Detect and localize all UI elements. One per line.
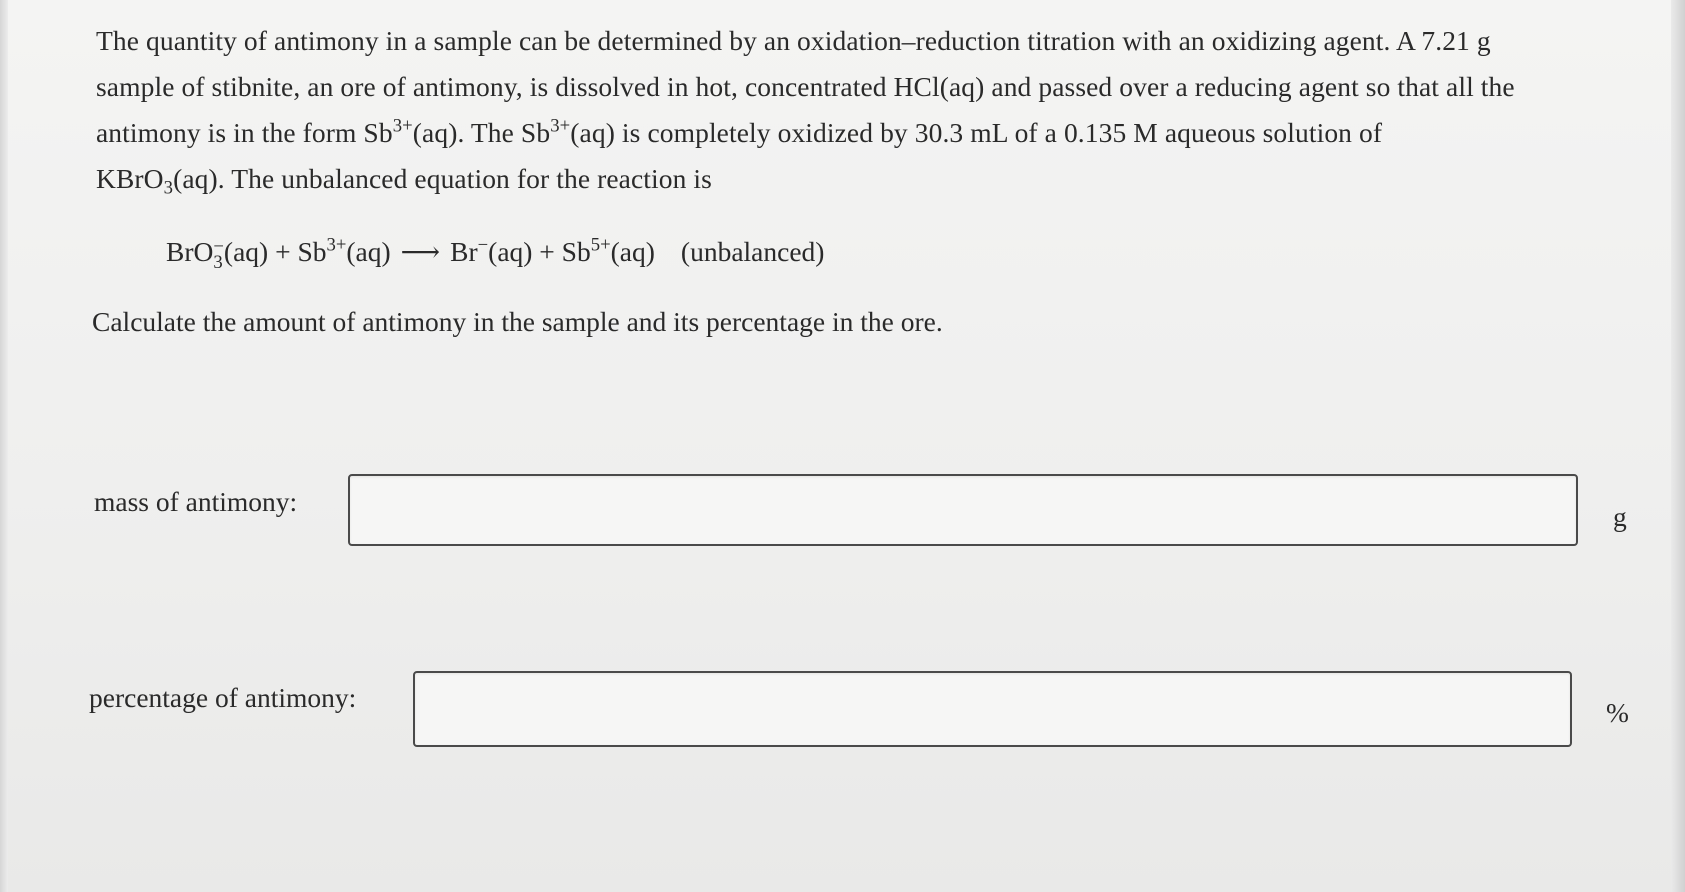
charge-superscript: 5+: [590, 234, 611, 256]
percentage-label: percentage of antimony:: [89, 682, 357, 713]
question-prompt: Calculate the amount of antimony in the sample and its percentage in the ore.: [92, 306, 943, 337]
problem-line-1: The quantity of antimony in a sample can be determined by an oxidation–reduction titration with an oxidizing agent. A 7.21 g: [96, 25, 1491, 56]
charge-superscript: 3+: [550, 115, 571, 137]
problem-statement: [96, 18, 1636, 202]
subscript: 3: [163, 177, 174, 199]
charge-superscript: 3+: [326, 234, 347, 256]
chemical-equation: BrO − 3 $(aq) + Sb^{3+}(aq)$ ⟶ $Br^-(aq) + Sb^{5+}(aq)$ (unbalanced): [166, 234, 825, 274]
photo-edge-left: [0, 0, 8, 892]
charge-superscript: −: [213, 235, 224, 257]
problem-line-3: antimony is in the form $Sb^{3+}(aq)$. The $Sb^{3+}(aq)$ is completely oxidized by 30.3 mL of a 0.135 M aqueous solution of: [96, 115, 1383, 148]
mass-unit: g: [1613, 501, 1627, 532]
mass-input[interactable]: [348, 474, 1578, 546]
photo-edge-right: [1671, 0, 1685, 892]
reaction-arrow-icon: ⟶: [400, 236, 441, 267]
mass-label: mass of antimony:: [94, 486, 298, 517]
unbalanced-note: (unbalanced): [680, 236, 825, 267]
charge-superscript: −: [477, 234, 489, 256]
charge-superscript: 3+: [392, 115, 413, 137]
problem-line-2: sample of stibnite, an ore of antimony, is dissolved in hot, concentrated HCl(aq) and passed over a reducing agent so that all the: [96, 71, 1515, 102]
percentage-input[interactable]: [413, 671, 1572, 747]
subscript: 3: [213, 252, 223, 274]
percentage-unit: %: [1606, 697, 1629, 728]
problem-line-4: KBrO$_3$(aq). The unbalanced equation for the reaction is: [96, 163, 712, 199]
